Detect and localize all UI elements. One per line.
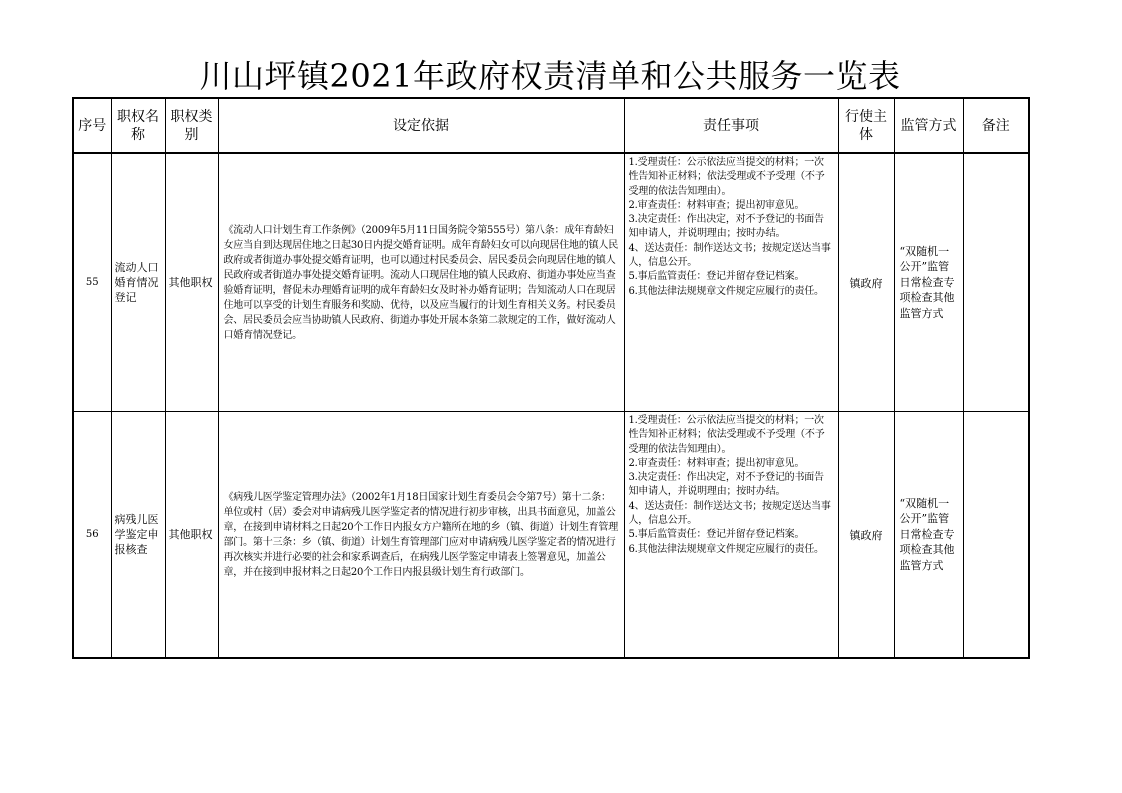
page-title: 川山坪镇2021年政府权责清单和公共服务一览表 [199,57,901,95]
responsibility-item: 2.审查责任：材料审查；提出初审意见。 [628,457,805,469]
table-row [73,153,1029,412]
responsibility-table [72,97,1030,659]
row-type: 其他职权 [165,153,218,412]
header-type: 职权类别 [165,98,218,153]
row-responsibility [624,153,838,412]
row-actor: 镇政府 [838,412,894,659]
row-basis: 《流动人口计划生育工作条例》（2009年5月11日国务院令第555号）第八条：成年育龄妇女应当自到达现居住地之日起30日内提交婚育证明。成年育龄妇女可以向现居住地的镇人民政府或者街道办事处提交婚育证明，也可以通过村民委员会、居民委员会向现居住地的镇人民政府或者街道办事处提交婚育证明。流动人口现居住地的镇人民政府、街道办事处应当查验婚育证明，督促未办理婚育证明的成年育龄妇女及时补办婚育证明；告知流动人口在现居住地可以享受的计划生育服务和奖励、优待，以及应当履行的计划生育相关义务。村民委员会、居民委员会应当协助镇人民政府、街道办事处开展本条第二款规定的工作，做好流动人口婚育情况登记。 [218,153,624,412]
responsibility-item: 4、送达责任：制作送达文书；按规定送达当事人，信息公开。 [628,242,831,269]
header-note: 备注 [963,98,1029,153]
responsibility-item: 6.其他法律法规规章文件规定应履行的责任。 [628,543,824,555]
row-note [963,153,1029,412]
responsibility-item: 4、送达责任：制作送达文书；按规定送达当事人，信息公开。 [628,500,831,527]
responsibility-item: 6.其他法律法规规章文件规定应履行的责任。 [628,285,824,297]
responsibility-item: 1.受理责任：公示依法应当提交的材料；一次性告知补正材料；依法受理或不予受理（不予受理的依法告知理由）。 [628,157,825,197]
row-seq: 55 [73,153,111,412]
responsibility-item: 5.事后监管责任：登记并留存登记档案。 [628,271,805,283]
row-seq: 56 [73,412,111,659]
header-name: 职权名称 [111,98,165,153]
responsibility-item: 5.事后监管责任：登记并留存登记档案。 [628,529,805,541]
row-type: 其他职权 [165,412,218,659]
header-supervision: 监管方式 [894,98,963,153]
row-supervision: “双随机一公开”监管日常检查专项检查其他监管方式 [894,153,963,412]
row-responsibility [624,412,838,659]
header-basis: 设定依据 [218,98,624,153]
responsibility-item: 1.受理责任：公示依法应当提交的材料；一次性告知补正材料；依法受理或不予受理（不予受理的依法告知理由）。 [628,415,825,455]
responsibility-item: 3.决定责任：作出决定，对不予登记的书面告知申请人，并说明理由；按时办结。 [628,472,824,498]
row-name: 病残儿医学鉴定申报核查 [111,412,165,659]
responsibility-item: 2.审查责任：材料审查；提出初审意见。 [628,199,805,211]
header-seq: 序号 [73,98,111,153]
responsibility-item: 3.决定责任：作出决定，对不予登记的书面告知申请人，并说明理由；按时办结。 [628,214,824,240]
row-name: 流动人口婚育情况登记 [111,153,165,412]
row-note [963,412,1029,659]
row-actor: 镇政府 [838,153,894,412]
header-responsibility: 责任事项 [624,98,838,153]
row-supervision: “双随机一公开”监管日常检查专项检查其他监管方式 [894,412,963,659]
table-header-row [73,98,1029,153]
row-basis: 《病残儿医学鉴定管理办法》（2002年1月18日国家计划生育委员会令第7号）第十二条：单位或村（居）委会对申请病残儿医学鉴定者的情况进行初步审核，出具书面意见，加盖公章，在接到申请材料之日起20个工作日内报女方户籍所在地的乡（镇、街道）计划生育管理部门。第十三条：乡（镇、街道）计划生育管理部门应对申请病残儿医学鉴定者的情况进行再次核实并进行必要的社会和家系调查后，在病残儿医学鉴定申请表上签署意见，加盖公章，并在接到申报材料之日起20个工作日内报县级计划生育行政部门。 [218,412,624,659]
header-actor: 行使主体 [838,98,894,153]
table-row [73,412,1029,659]
